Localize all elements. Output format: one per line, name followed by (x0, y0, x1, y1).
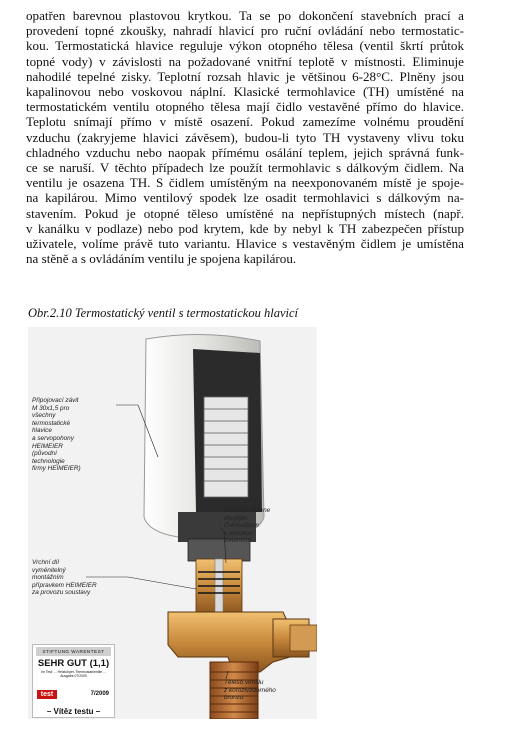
test-logo: test (37, 690, 57, 699)
sensor-bellows (204, 397, 248, 497)
text-line: na kapilárou. Mimo ventilový spodek lze osadit termohlavici s dálkovým na- (26, 190, 464, 206)
badge-footer: – Vítěz testu – (46, 707, 101, 716)
annotation-thread: Připojovací závit M 30x1,5 pro všechny termostatické hlavice a servopohony HEIMEIER (původní technologie firmy HEIMEIER) (32, 397, 81, 473)
valve-figure (28, 327, 317, 719)
text-line: provedení topné zkoušky, nahradí hlavicí pro ruční ovládání nebo termostatic- (26, 23, 464, 39)
text-line: na stěně a s ovládáním ventilu je spojena kapilárou. (26, 251, 297, 267)
text-line: kapalinovou nebo voskovou náplní. Klasické termohlavice (TH) umístěné na (26, 84, 464, 100)
text-line: ventilu je osazena TH. S čidlem umístěným na neexponovaném místě je spoje- (26, 175, 464, 191)
outlet-pipe (290, 625, 317, 651)
test-badge (32, 644, 115, 718)
text-line: stavením. Pokud je otopné těleso umístěné na nepřístupných místech (např. (26, 205, 464, 221)
annotation-insert: Vrchní díl vyměnitelný montážním přípravkem HEIMEIER za provozu soustavy (32, 559, 97, 597)
badge-issue: 7/2009 (90, 691, 109, 697)
text-line: vzduchu (zakryjeme hlavici závěsem), budou-li tyto TH vystaveny vlivu toku (26, 129, 464, 145)
text-line: termostatickém ventilu otopného tělesa mají čidlo vestavěné přímo do hlavice. (26, 99, 464, 115)
text-line: opatřen barevnou plastovou krytkou. Ta se po dokončení stavebních prací a (26, 8, 464, 23)
text-line: nahodilé tepelné zisky. Teplotní rozsah hlavic je většinou 6-28°C. Plněny jsou (26, 68, 464, 84)
badge-grade: SEHR GUT (1,1) (37, 658, 110, 669)
badge-fine-print: Im Test: ... Heizkörper-Thermostatventile ... Ausgabe 07/2009 (41, 670, 106, 678)
text-line: topné vody) v závislosti na požadované vnitřní teplotě v místnosti. Eliminuje (26, 53, 464, 69)
badge-header: STIFTUNG WARENTEST (36, 647, 111, 656)
text-line: kou. Termostatická hlavice reguluje výkon otopného tělesa (ventil škrtí průtok (26, 38, 464, 54)
text-line: uživatele, volíme právě tuto variantu. Hlavice s vestavěným čidlem je umístěna (26, 236, 464, 252)
text-line: Teplotu snímají přímo v místě osazení. Pokud zamezíme volnému proudění (26, 114, 464, 130)
text-line: v kanálku v podlaze) nebo pod krytem, kde by nebyl k TH zabezpečen přístup (26, 220, 464, 236)
figure-caption: Obr.2.10 Termostatický ventil s termostatickou hlavicí (28, 306, 298, 320)
body-paragraph (26, 8, 464, 266)
annotation-seal: Těsnění vřetene dvojitým O-kroužkem s vysokou životností (224, 507, 271, 545)
annotation-body: Těleso ventilu z korozivzdorného bronzu (224, 679, 276, 702)
text-line: ce se naruší. V těchto případech lze použít termohlavic s dálkovým čidlem. Na (26, 160, 464, 176)
text-line: chladného vzduchu nebo naopak přímému osálání teplem, jejich správná funk- (26, 144, 464, 160)
